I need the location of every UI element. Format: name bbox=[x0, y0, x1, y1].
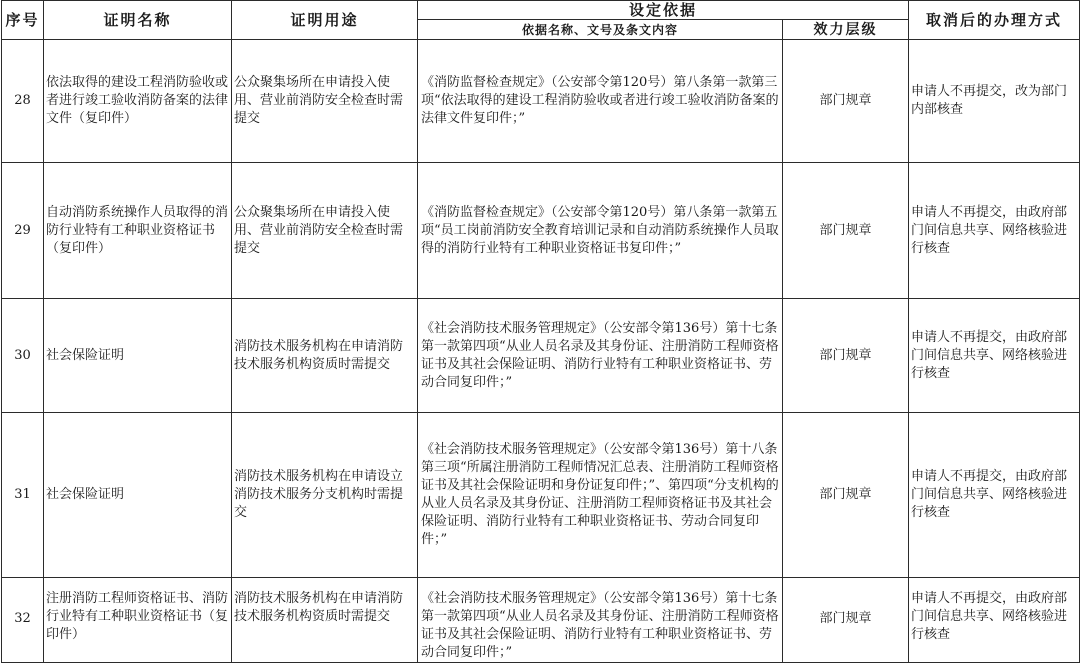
row-proof-name: 注册消防工程师资格证书、消防行业特有工种职业资格证书（复印件） bbox=[46, 591, 229, 642]
header-basis-content: 依据名称、文号及条文内容 bbox=[418, 20, 783, 40]
row-legal-level: 部门规章 bbox=[783, 413, 909, 578]
row-index: 28 bbox=[2, 40, 44, 163]
row-proof-use: 公众聚集场所在申请投入使用、营业前消防安全检查时需提交 bbox=[232, 163, 418, 299]
row-proof-name: 自动消防系统操作人员取得的消防行业特有工种职业资格证书（复印件） bbox=[44, 163, 232, 299]
row-proof-use-cell bbox=[232, 578, 418, 663]
table-row bbox=[2, 163, 1080, 299]
row-index: 30 bbox=[2, 299, 44, 413]
row-proof-name: 依法取得的建设工程消防验收或者进行竣工验收消防备案的法律文件（复印件） bbox=[44, 40, 232, 163]
row-legal-level: 部门规章 bbox=[783, 299, 909, 413]
row-proof-name: 社会保险证明 bbox=[44, 299, 232, 413]
row-index: 31 bbox=[2, 413, 44, 578]
row-legal-level: 部门规章 bbox=[783, 40, 909, 163]
row-basis: 《消防监督检查规定》（公安部令第120号）第八条第一款第五项“员工岗前消防安全教育培训记录和自动消防系统操作人员取得的消防行业特有工种职业资格证书复印件；” bbox=[418, 163, 783, 299]
header-basis-group: 设定依据 bbox=[418, 1, 909, 20]
row-index: 29 bbox=[2, 163, 44, 299]
row-basis-cell bbox=[418, 578, 783, 663]
row-after-cancel: 申请人不再提交，由政府部门间信息共享、网络核验进行核查 bbox=[909, 413, 1080, 578]
header-proof-name: 证明名称 bbox=[44, 1, 232, 40]
header-proof-use: 证明用途 bbox=[232, 1, 418, 40]
row-after-cancel-cell bbox=[909, 578, 1080, 663]
row-proof-use: 消防技术服务机构在申请消防技术服务机构资质时需提交 bbox=[232, 299, 418, 413]
table-row bbox=[2, 413, 1080, 578]
row-proof-use: 消防技术服务机构在申请设立消防技术服务分支机构时需提交 bbox=[232, 413, 418, 578]
row-index-cell bbox=[2, 578, 44, 663]
row-after-cancel: 申请人不再提交，由政府部门间信息共享、网络核验进行核查 bbox=[909, 299, 1080, 413]
row-basis: 《社会消防技术服务管理规定》（公安部令第136号）第十七条第一款第四项“从业人员名录及其身份证、注册消防工程师资格证书及其社会保险证明、消防行业特有工种职业资格证书、劳动合同复印件；” bbox=[421, 591, 779, 660]
row-legal-level-cell bbox=[783, 578, 909, 663]
row-basis: 《社会消防技术服务管理规定》（公安部令第136号）第十八条第三项“所属注册消防工程师情况汇总表、注册消防工程师资格证书及其社会保险证明和身份证复印件；”、第四项“分支机构的从业人员名录及其身份证、注册消防工程师资格证书及其社会保险证明、消防行业特有工种职业资格证书、劳动合同复印件；” bbox=[418, 413, 783, 578]
table-row bbox=[2, 299, 1080, 413]
row-after-cancel: 申请人不再提交，由政府部门间信息共享、网络核验进行核查 bbox=[909, 163, 1080, 299]
row-legal-level: 部门规章 bbox=[819, 611, 872, 626]
table-row bbox=[2, 578, 1080, 663]
row-proof-name-cell bbox=[44, 578, 232, 663]
row-proof-use: 消防技术服务机构在申请消防技术服务机构资质时需提交 bbox=[234, 591, 404, 624]
row-index: 32 bbox=[14, 611, 31, 626]
header-after-cancel: 取消后的办理方式 bbox=[909, 1, 1080, 40]
row-legal-level: 部门规章 bbox=[783, 163, 909, 299]
header-index: 序号 bbox=[2, 1, 44, 40]
table-row bbox=[2, 40, 1080, 163]
row-proof-name: 社会保险证明 bbox=[44, 413, 232, 578]
proof-cancellation-table bbox=[1, 0, 1080, 663]
row-after-cancel: 申请人不再提交，改为部门内部核查 bbox=[909, 40, 1080, 163]
row-proof-use: 公众聚集场所在申请投入使用、营业前消防安全检查时需提交 bbox=[232, 40, 418, 163]
row-basis: 《消防监督检查规定》（公安部令第120号）第八条第一款第三项“依法取得的建设工程消防验收或者进行竣工验收消防备案的法律文件复印件；” bbox=[418, 40, 783, 163]
row-basis: 《社会消防技术服务管理规定》（公安部令第136号）第十七条第一款第四项“从业人员名录及其身份证、注册消防工程师资格证书及其社会保险证明、消防行业特有工种职业资格证书、劳动合同复印件；” bbox=[418, 299, 783, 413]
header-legal-level: 效力层级 bbox=[783, 20, 909, 40]
row-after-cancel: 申请人不再提交，由政府部门间信息共享、网络核验进行核查 bbox=[911, 591, 1068, 642]
